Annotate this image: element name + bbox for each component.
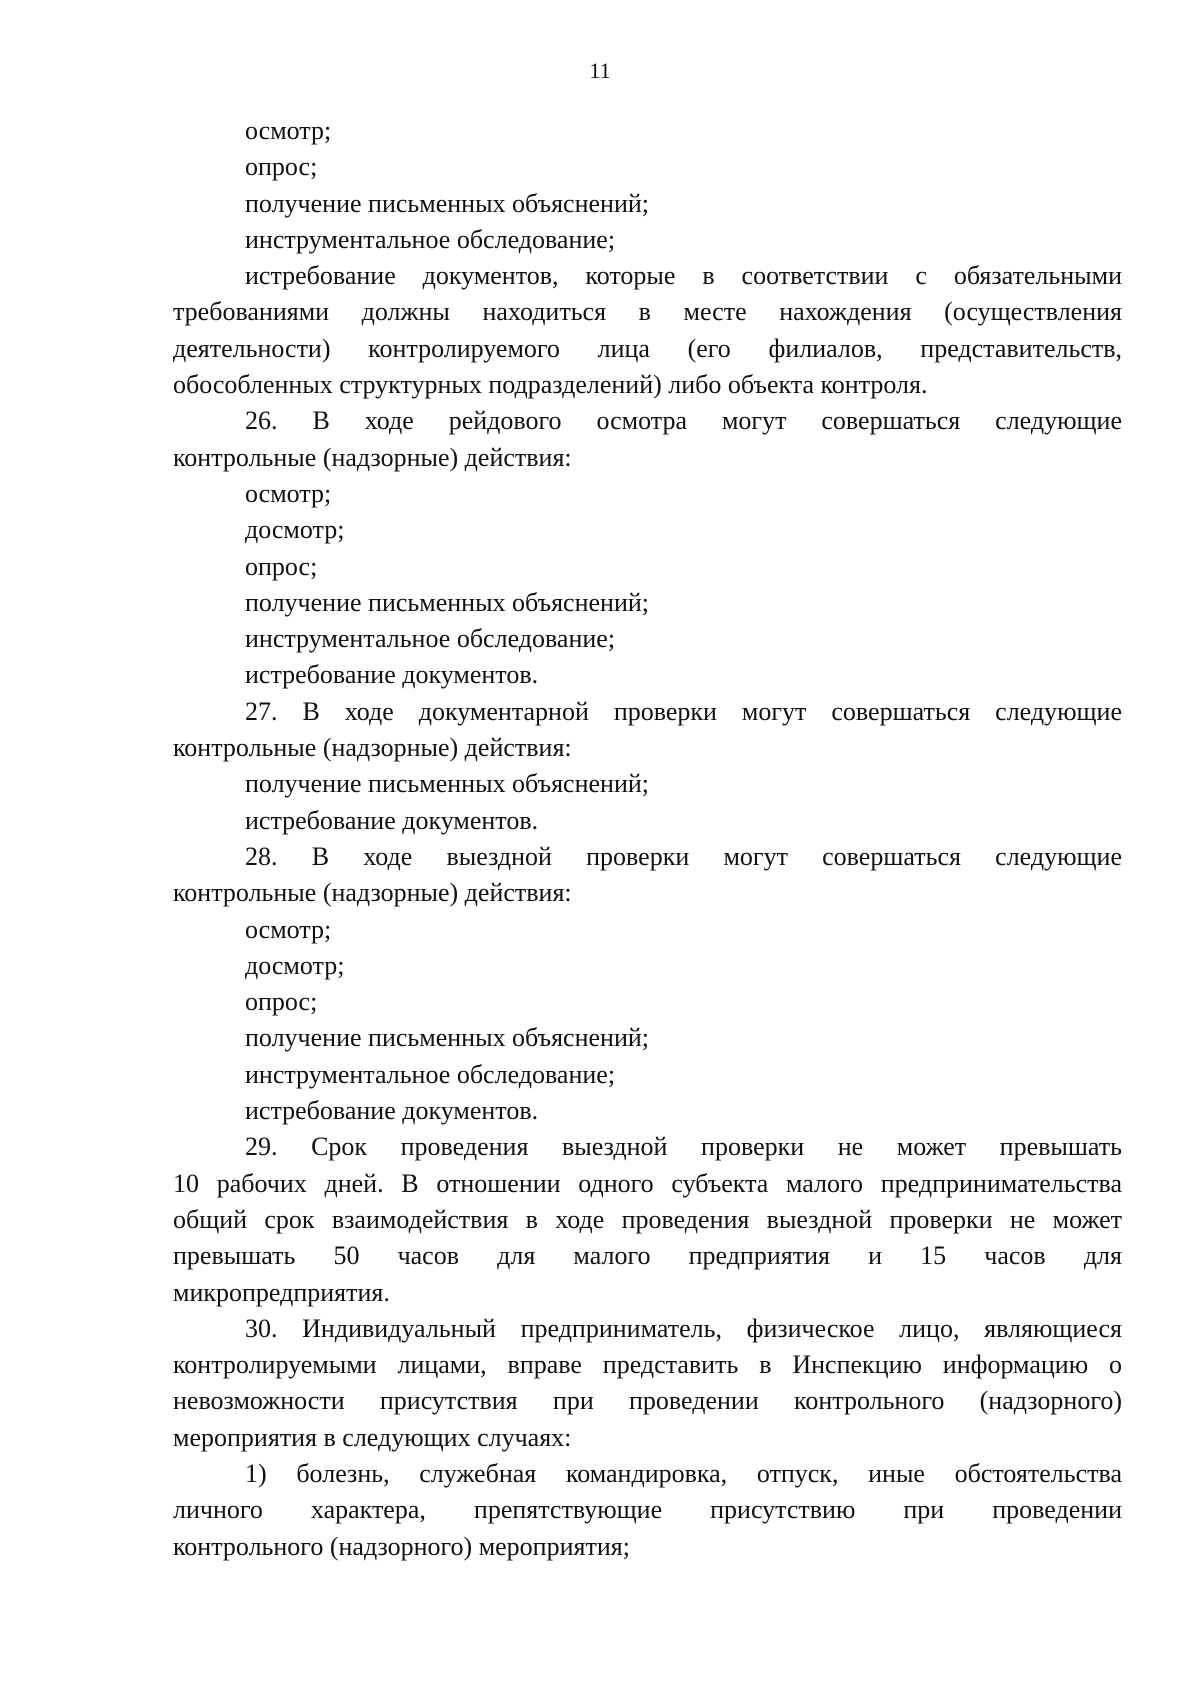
- list-item: получение письменных объяснений;: [245, 1023, 649, 1053]
- list-item: истребование документов.: [245, 1096, 539, 1126]
- paragraph: [173, 1311, 1122, 1456]
- paragraph: [173, 1129, 1122, 1310]
- paragraph-line: требованиями должны находиться в месте нахождения (осуществления: [173, 297, 1122, 327]
- list-item: опрос;: [245, 551, 318, 581]
- paragraph-line: 29. Срок проведения выездной проверки не может превышать: [245, 1132, 1122, 1162]
- document-body: [173, 113, 1122, 1565]
- list-item: истребование документов.: [245, 805, 539, 835]
- list-item: инструментальное обследование;: [245, 624, 616, 654]
- list-item: осмотр;: [245, 914, 332, 944]
- list-item: инструментальное обследование;: [245, 224, 616, 254]
- paragraph-line: 1) болезнь, служебная командировка, отпуск, иные обстоятельства: [245, 1458, 1122, 1488]
- list-item: истребование документов.: [245, 660, 539, 690]
- paragraph-line: микропредприятия.: [173, 1277, 390, 1307]
- paragraph: [173, 403, 1122, 476]
- paragraph-line: деятельности) контролируемого лица (его филиалов, представительств,: [173, 333, 1122, 363]
- list-item: опрос;: [245, 152, 318, 182]
- paragraph-line: контрольные (надзорные) действия:: [173, 442, 572, 472]
- paragraph-line: 30. Индивидуальный предприниматель, физическое лицо, являющиеся: [245, 1313, 1122, 1343]
- paragraph: [173, 258, 1122, 403]
- list-item: получение письменных объяснений;: [245, 769, 649, 799]
- paragraph-line: истребование документов, которые в соответствии с обязательными: [245, 261, 1122, 291]
- list-item: осмотр;: [245, 478, 332, 508]
- list-item: получение письменных объяснений;: [245, 188, 649, 218]
- paragraph: [173, 694, 1122, 767]
- paragraph-line: превышать 50 часов для малого предприятия и 15 часов для: [173, 1241, 1122, 1271]
- paragraph-line: 26. В ходе рейдового осмотра могут совершаться следующие: [245, 406, 1122, 436]
- page-number: 11: [589, 58, 611, 83]
- paragraph: [173, 839, 1122, 912]
- paragraph-line: невозможности присутствия при проведении контрольного (надзорного): [173, 1386, 1122, 1416]
- list-item: досмотр;: [245, 515, 345, 545]
- list-item: осмотр;: [245, 116, 332, 145]
- paragraph-line: 10 рабочих дней. В отношении одного субъекта малого предпринимательства: [173, 1168, 1122, 1198]
- list-item: получение письменных объяснений;: [245, 587, 649, 617]
- paragraph-line: контрольные (надзорные) действия:: [173, 733, 572, 763]
- paragraph-line: мероприятия в следующих случаях:: [173, 1422, 572, 1452]
- list-item: опрос;: [245, 987, 318, 1017]
- list-item: досмотр;: [245, 950, 345, 980]
- paragraph-line: обособленных структурных подразделений) либо объекта контроля.: [173, 370, 928, 400]
- paragraph-line: общий срок взаимодействия в ходе проведения выездной проверки не может: [173, 1204, 1122, 1234]
- paragraph: [173, 1456, 1122, 1565]
- paragraph-line: контрольные (надзорные) действия:: [173, 878, 572, 908]
- paragraph-line: 27. В ходе документарной проверки могут совершаться следующие: [245, 696, 1122, 726]
- paragraph-line: 28. В ходе выездной проверки могут совершаться следующие: [245, 841, 1122, 871]
- paragraph-line: личного характера, препятствующие присутствию при проведении: [173, 1495, 1122, 1525]
- paragraph-line: контролируемыми лицами, вправе представить в Инспекцию информацию о: [173, 1350, 1122, 1380]
- paragraph-line: контрольного (надзорного) мероприятия;: [173, 1531, 630, 1561]
- list-item: инструментальное обследование;: [245, 1059, 616, 1089]
